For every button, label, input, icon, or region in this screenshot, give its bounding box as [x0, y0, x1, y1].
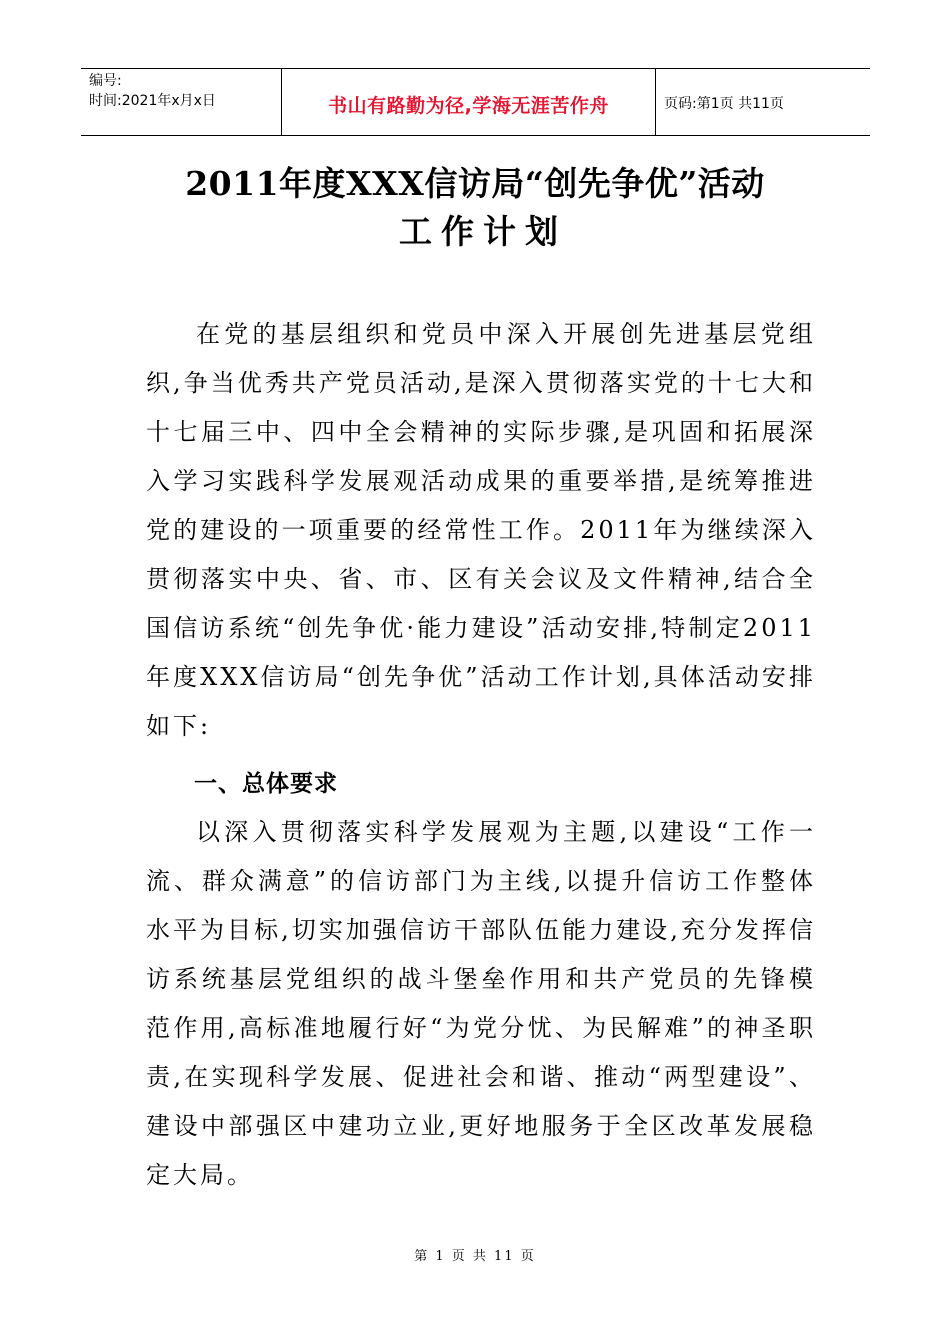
section-heading-general-requirements: 一、总体要求 — [194, 771, 338, 797]
header-meta-cell — [81, 69, 282, 135]
body-paragraph-intro: 在党的基层组织和党员中深入开展创先进基层党组织,争当优秀共产党员活动,是深入贯彻落实党的十七大和十七届三中、四中全会精神的实际步骤,是巩固和拓展深入学习实践科学发展观活动成果的重要举措,是统筹推进党的建设的一项重要的经常性工作。2011年为继续深入贯彻落实中央、省、市、区有关会议及文件精神,结合全国信访系统“创先争优·能力建设”活动安排,特制定2011年度XXX信访局“创先争优”活动工作计划,具体活动安排如下: — [146, 320, 816, 740]
header-motto: 书山有路勤为径,学海无涯苦作舟 — [328, 94, 609, 117]
document-time-label: 时间:2021年x月x日 — [89, 93, 216, 109]
document-header-table — [81, 68, 870, 136]
document-number-label: 编号: — [89, 73, 122, 89]
document-title-line1: 2011年度XXX信访局“创先争优”活动 — [185, 164, 765, 203]
header-page-cell — [656, 69, 870, 135]
document-title-line2: 工作计划 — [399, 212, 567, 251]
header-motto-cell — [282, 69, 656, 135]
header-page-info: 页码:第1页 共11页 — [664, 96, 784, 112]
body-paragraph-requirements: 以深入贯彻落实科学发展观为主题,以建设“工作一流、群众满意”的信访部门为主线,以提升信访工作整体水平为目标,切实加强信访干部队伍能力建设,充分发挥信访系统基层党组织的战斗堡垒作用和共产党员的先锋模范作用,高标准地履行好“为党分忧、为民解难”的神圣职责,在实现科学发展、促进社会和谐、推动“两型建设”、建设中部强区中建功立业,更好地服务于全区改革发展稳定大局。 — [146, 818, 816, 1189]
page-footer: 第 1 页 共 11 页 — [414, 1249, 536, 1264]
